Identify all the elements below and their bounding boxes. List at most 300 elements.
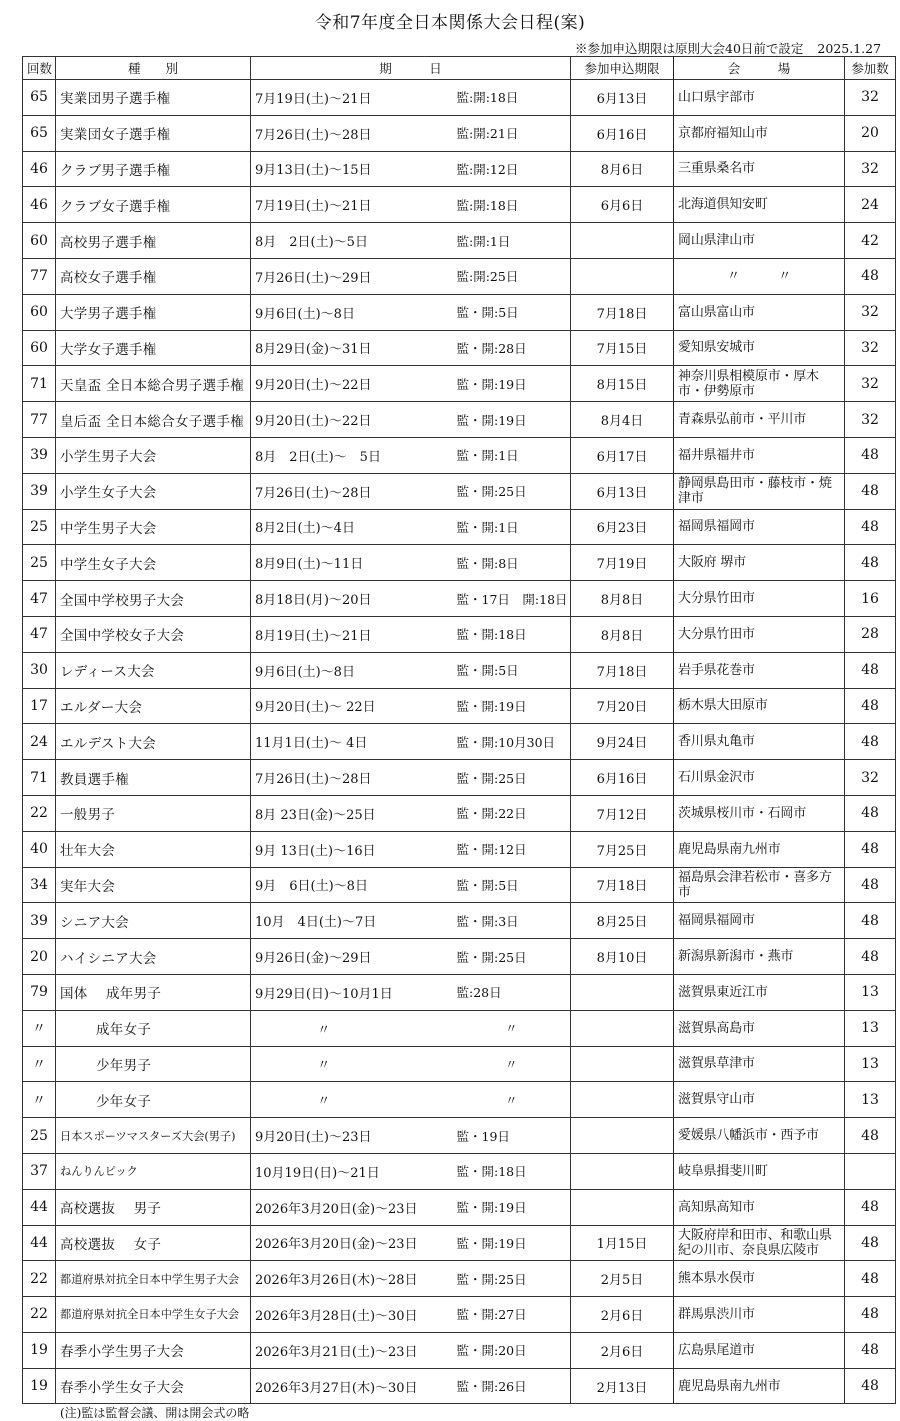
footnote: (注)監は監督会議、開は開会式の略 xyxy=(60,1406,250,1420)
cell-participants: 20 xyxy=(845,115,896,151)
cell-meeting: 監・開:19日 xyxy=(453,366,571,402)
cell-participants: 48 xyxy=(845,1297,896,1333)
header-venue: 会 場 xyxy=(674,57,845,80)
cell-deadline: 6月16日 xyxy=(571,115,674,151)
cell-no: 71 xyxy=(23,366,56,402)
cell-deadline: 2月6日 xyxy=(571,1332,674,1368)
cell-no: 44 xyxy=(23,1225,56,1261)
cell-participants: 48 xyxy=(845,437,896,473)
schedule-table xyxy=(22,56,896,1404)
cell-no: 30 xyxy=(23,652,56,688)
cell-meeting: 監・開:5日 xyxy=(453,652,571,688)
table-row xyxy=(23,258,896,294)
cell-event: 実業団女子選手権 xyxy=(56,115,251,151)
cell-event: 小学生男子大会 xyxy=(56,437,251,473)
cell-venue: 鹿児島県南九州市 xyxy=(674,831,845,867)
cell-no: 22 xyxy=(23,795,56,831)
cell-venue: 茨城県桜川市・石岡市 xyxy=(674,795,845,831)
table-row xyxy=(23,581,896,617)
cell-event: ハイシニア大会 xyxy=(56,939,251,975)
cell-no: 46 xyxy=(23,151,56,187)
cell-no: 22 xyxy=(23,1297,56,1333)
cell-meeting: 監・開:3日 xyxy=(453,903,571,939)
cell-meeting: 監・開:8日 xyxy=(453,545,571,581)
cell-venue: 岩手県花巻市 xyxy=(674,652,845,688)
cell-no: 25 xyxy=(23,545,56,581)
cell-meeting: 監・開:22日 xyxy=(453,795,571,831)
cell-no: 19 xyxy=(23,1368,56,1404)
cell-venue: 福島県会津若松市・喜多方市 xyxy=(674,867,845,903)
cell-meeting: 監・開:25日 xyxy=(453,473,571,509)
cell-meeting: 監・開:1日 xyxy=(453,437,571,473)
cell-venue: 北海道倶知安町 xyxy=(674,187,845,223)
cell-participants: 32 xyxy=(845,760,896,796)
cell-no: 〃 xyxy=(23,1046,56,1082)
cell-meeting: 監・開:28日 xyxy=(453,330,571,366)
cell-no: 77 xyxy=(23,258,56,294)
cell-deadline: 7月18日 xyxy=(571,652,674,688)
cell-dates: 2026年3月21日(土)～23日 xyxy=(251,1332,453,1368)
cell-venue: 広島県尾道市 xyxy=(674,1332,845,1368)
cell-event: 成年女子 xyxy=(56,1010,251,1046)
cell-dates: 9月20日(土)～23日 xyxy=(251,1118,453,1154)
cell-deadline: 6月16日 xyxy=(571,760,674,796)
cell-no: 39 xyxy=(23,437,56,473)
cell-no: 19 xyxy=(23,1332,56,1368)
table-row xyxy=(23,402,896,438)
cell-no: 25 xyxy=(23,1118,56,1154)
cell-meeting: 〃 xyxy=(453,1010,571,1046)
table-row xyxy=(23,1368,896,1404)
cell-meeting: 監:開:12日 xyxy=(453,151,571,187)
cell-event: 中学生女子大会 xyxy=(56,545,251,581)
cell-meeting: 監・開:19日 xyxy=(453,1225,571,1261)
cell-venue: 香川県丸亀市 xyxy=(674,724,845,760)
table-row xyxy=(23,974,896,1010)
cell-event: 天皇盃 全日本総合男子選手権 xyxy=(56,366,251,402)
schedule-body xyxy=(23,80,896,1404)
cell-deadline: 6月13日 xyxy=(571,473,674,509)
cell-dates: 10月19日(日)～21日 xyxy=(251,1153,453,1189)
table-row xyxy=(23,545,896,581)
cell-deadline: 6月6日 xyxy=(571,187,674,223)
cell-event: クラブ女子選手権 xyxy=(56,187,251,223)
cell-event: クラブ男子選手権 xyxy=(56,151,251,187)
cell-venue: 新潟県新潟市・燕市 xyxy=(674,939,845,975)
cell-no: 37 xyxy=(23,1153,56,1189)
table-row xyxy=(23,831,896,867)
page-title: 令和7年度全日本関係大会日程(案) xyxy=(314,13,586,33)
cell-dates: 8月 2日(土)～ 5日 xyxy=(251,437,453,473)
cell-dates: 2026年3月28日(土)～30日 xyxy=(251,1297,453,1333)
table-row xyxy=(23,115,896,151)
cell-event: 都道府県対抗全日本中学生男子大会 xyxy=(56,1261,251,1297)
cell-participants: 13 xyxy=(845,974,896,1010)
cell-deadline: 9月24日 xyxy=(571,724,674,760)
cell-deadline xyxy=(571,974,674,1010)
cell-dates: 9月6日(土)～8日 xyxy=(251,652,453,688)
cell-meeting: 監・開:5日 xyxy=(453,867,571,903)
table-row xyxy=(23,509,896,545)
cell-deadline: 1月15日 xyxy=(571,1225,674,1261)
cell-event: 都道府県対抗全日本中学生女子大会 xyxy=(56,1297,251,1333)
cell-venue: 三重県桑名市 xyxy=(674,151,845,187)
cell-venue: 福井県福井市 xyxy=(674,437,845,473)
cell-participants: 48 xyxy=(845,1332,896,1368)
cell-no: 17 xyxy=(23,688,56,724)
cell-participants: 24 xyxy=(845,187,896,223)
cell-meeting: 監・19日 xyxy=(453,1118,571,1154)
cell-dates: 7月19日(土)～21日 xyxy=(251,80,453,116)
cell-event: 中学生男子大会 xyxy=(56,509,251,545)
table-row xyxy=(23,1046,896,1082)
document-date: 2025.1.27 xyxy=(817,41,882,56)
cell-participants: 48 xyxy=(845,903,896,939)
cell-dates: 7月26日(土)～28日 xyxy=(251,760,453,796)
cell-dates: 7月26日(土)～29日 xyxy=(251,258,453,294)
cell-event: 壮年大会 xyxy=(56,831,251,867)
cell-venue: 熊本県水俣市 xyxy=(674,1261,845,1297)
cell-event: 全国中学校男子大会 xyxy=(56,581,251,617)
table-row xyxy=(23,1261,896,1297)
cell-dates: 9月26日(金)～29日 xyxy=(251,939,453,975)
table-row xyxy=(23,760,896,796)
cell-event: 高校選抜 男子 xyxy=(56,1189,251,1225)
cell-participants: 48 xyxy=(845,1261,896,1297)
cell-no: 39 xyxy=(23,903,56,939)
cell-dates: 9月 13日(土)～16日 xyxy=(251,831,453,867)
table-row xyxy=(23,1297,896,1333)
cell-meeting: 監・開:19日 xyxy=(453,1189,571,1225)
cell-no: 39 xyxy=(23,473,56,509)
cell-participants: 32 xyxy=(845,402,896,438)
cell-venue: 青森県弘前市・平川市 xyxy=(674,402,845,438)
cell-no: 20 xyxy=(23,939,56,975)
cell-event: シニア大会 xyxy=(56,903,251,939)
cell-participants: 32 xyxy=(845,330,896,366)
cell-deadline: 2月13日 xyxy=(571,1368,674,1404)
cell-participants: 16 xyxy=(845,581,896,617)
cell-venue: 静岡県島田市・藤枝市・焼津市 xyxy=(674,473,845,509)
cell-dates: 8月19日(土)～21日 xyxy=(251,616,453,652)
cell-meeting: 監・17日 開:18日 xyxy=(453,581,571,617)
table-row xyxy=(23,1225,896,1261)
table-row xyxy=(23,688,896,724)
table-row xyxy=(23,187,896,223)
cell-deadline: 6月13日 xyxy=(571,80,674,116)
cell-participants: 48 xyxy=(845,258,896,294)
cell-dates: 10月 4日(土)～7日 xyxy=(251,903,453,939)
table-row xyxy=(23,939,896,975)
cell-deadline: 7月18日 xyxy=(571,294,674,330)
cell-no: 60 xyxy=(23,223,56,259)
cell-venue: 岐阜県揖斐川町 xyxy=(674,1153,845,1189)
header-participants: 参加数 xyxy=(845,57,896,80)
cell-no: 34 xyxy=(23,867,56,903)
cell-meeting: 監・開:18日 xyxy=(453,1153,571,1189)
cell-dates: 8月 23日(金)～25日 xyxy=(251,795,453,831)
cell-participants: 32 xyxy=(845,80,896,116)
cell-event: 春季小学生女子大会 xyxy=(56,1368,251,1404)
cell-venue: 滋賀県守山市 xyxy=(674,1082,845,1118)
cell-dates: 〃 xyxy=(251,1010,453,1046)
table-row xyxy=(23,616,896,652)
cell-meeting: 監・開:1日 xyxy=(453,509,571,545)
cell-venue: 福岡県福岡市 xyxy=(674,509,845,545)
cell-meeting: 監・開:19日 xyxy=(453,688,571,724)
cell-participants: 48 xyxy=(845,1118,896,1154)
cell-participants: 48 xyxy=(845,688,896,724)
cell-meeting: 監:開:25日 xyxy=(453,258,571,294)
cell-participants: 32 xyxy=(845,151,896,187)
cell-venue: 滋賀県東近江市 xyxy=(674,974,845,1010)
cell-participants: 48 xyxy=(845,545,896,581)
cell-participants: 48 xyxy=(845,795,896,831)
cell-dates: 7月26日(土)～28日 xyxy=(251,115,453,151)
cell-deadline: 7月19日 xyxy=(571,545,674,581)
cell-dates: 8月18日(月)～20日 xyxy=(251,581,453,617)
cell-deadline: 7月18日 xyxy=(571,867,674,903)
table-row xyxy=(23,366,896,402)
cell-participants: 13 xyxy=(845,1082,896,1118)
cell-meeting: 監・開:25日 xyxy=(453,760,571,796)
cell-event: 実年大会 xyxy=(56,867,251,903)
cell-dates: 9月 6日(土)～8日 xyxy=(251,867,453,903)
cell-participants: 48 xyxy=(845,1368,896,1404)
cell-dates: 7月26日(土)～28日 xyxy=(251,473,453,509)
cell-venue: 大分県竹田市 xyxy=(674,616,845,652)
cell-meeting: 監:開:21日 xyxy=(453,115,571,151)
cell-dates: 8月29日(金)～31日 xyxy=(251,330,453,366)
cell-venue: 石川県金沢市 xyxy=(674,760,845,796)
cell-venue: 神奈川県相模原市・厚木市・伊勢原市 xyxy=(674,366,845,402)
cell-meeting: 監:開:1日 xyxy=(453,223,571,259)
table-row xyxy=(23,80,896,116)
cell-venue: 大阪府岸和田市、和歌山県紀の川市、奈良県広陵市 xyxy=(674,1225,845,1261)
cell-participants: 48 xyxy=(845,724,896,760)
cell-participants: 48 xyxy=(845,473,896,509)
cell-participants xyxy=(845,1153,896,1189)
note-text: ※参加申込期限は原則大会40日前で設定 xyxy=(575,41,804,56)
cell-no: 65 xyxy=(23,80,56,116)
table-row xyxy=(23,1118,896,1154)
table-row xyxy=(23,724,896,760)
cell-participants: 48 xyxy=(845,509,896,545)
table-row xyxy=(23,867,896,903)
cell-event: 実業団男子選手権 xyxy=(56,80,251,116)
cell-no: 77 xyxy=(23,402,56,438)
cell-event: 一般男子 xyxy=(56,795,251,831)
cell-dates: 9月29日(日)～10月1日 xyxy=(251,974,453,1010)
cell-event: 高校選抜 女子 xyxy=(56,1225,251,1261)
cell-no: 79 xyxy=(23,974,56,1010)
cell-no: 46 xyxy=(23,187,56,223)
cell-no: 〃 xyxy=(23,1010,56,1046)
cell-deadline: 8月8日 xyxy=(571,581,674,617)
cell-event: 少年男子 xyxy=(56,1046,251,1082)
cell-venue: 群馬県渋川市 xyxy=(674,1297,845,1333)
cell-deadline: 8月6日 xyxy=(571,151,674,187)
cell-venue: 愛知県安城市 xyxy=(674,330,845,366)
table-row xyxy=(23,1332,896,1368)
cell-meeting: 監・開:10月30日 xyxy=(453,724,571,760)
table-row xyxy=(23,1189,896,1225)
cell-venue: 福岡県福岡市 xyxy=(674,903,845,939)
cell-participants: 28 xyxy=(845,616,896,652)
cell-no: 25 xyxy=(23,509,56,545)
cell-event: 全国中学校女子大会 xyxy=(56,616,251,652)
cell-participants: 48 xyxy=(845,939,896,975)
cell-deadline xyxy=(571,258,674,294)
cell-no: 40 xyxy=(23,831,56,867)
cell-venue: 愛媛県八幡浜市・西予市 xyxy=(674,1118,845,1154)
table-row xyxy=(23,1153,896,1189)
cell-participants: 48 xyxy=(845,867,896,903)
cell-deadline: 8月25日 xyxy=(571,903,674,939)
cell-dates: 9月20日(土)～22日 xyxy=(251,402,453,438)
cell-event: レディース大会 xyxy=(56,652,251,688)
cell-event: ねんりんピック xyxy=(56,1153,251,1189)
cell-participants: 13 xyxy=(845,1010,896,1046)
cell-meeting: 監・開:12日 xyxy=(453,831,571,867)
cell-venue: 山口県宇部市 xyxy=(674,80,845,116)
cell-deadline: 7月25日 xyxy=(571,831,674,867)
cell-no: 22 xyxy=(23,1261,56,1297)
cell-dates: 9月6日(土)～8日 xyxy=(251,294,453,330)
cell-venue: 富山県富山市 xyxy=(674,294,845,330)
cell-participants: 42 xyxy=(845,223,896,259)
cell-participants: 48 xyxy=(845,831,896,867)
cell-no: 47 xyxy=(23,581,56,617)
cell-meeting: 監:開:18日 xyxy=(453,187,571,223)
cell-venue: 大分県竹田市 xyxy=(674,581,845,617)
table-row xyxy=(23,473,896,509)
cell-dates: 8月2日(土)～4日 xyxy=(251,509,453,545)
cell-dates: 8月9日(土)～11日 xyxy=(251,545,453,581)
header-dates: 期 日 xyxy=(251,57,571,80)
cell-deadline xyxy=(571,1153,674,1189)
cell-no: 24 xyxy=(23,724,56,760)
cell-no: 60 xyxy=(23,294,56,330)
cell-deadline xyxy=(571,1082,674,1118)
cell-dates: 2026年3月27日(木)～30日 xyxy=(251,1368,453,1404)
cell-meeting: 監・開:20日 xyxy=(453,1332,571,1368)
cell-event: 教員選手権 xyxy=(56,760,251,796)
cell-deadline: 7月12日 xyxy=(571,795,674,831)
table-row xyxy=(23,437,896,473)
table-row xyxy=(23,1010,896,1046)
cell-meeting: 監・開:19日 xyxy=(453,402,571,438)
cell-event: 小学生女子大会 xyxy=(56,473,251,509)
cell-meeting: 監:28日 xyxy=(453,974,571,1010)
cell-deadline: 8月8日 xyxy=(571,616,674,652)
cell-event: 高校女子選手権 xyxy=(56,258,251,294)
cell-event: 少年女子 xyxy=(56,1082,251,1118)
cell-dates: 9月20日(土)～22日 xyxy=(251,366,453,402)
cell-dates: 9月13日(土)～15日 xyxy=(251,151,453,187)
cell-no: 47 xyxy=(23,616,56,652)
cell-deadline xyxy=(571,1118,674,1154)
cell-deadline: 8月4日 xyxy=(571,402,674,438)
cell-dates: 〃 xyxy=(251,1046,453,1082)
cell-deadline xyxy=(571,1189,674,1225)
cell-event: 国体 成年男子 xyxy=(56,974,251,1010)
cell-dates: 7月19日(土)～21日 xyxy=(251,187,453,223)
cell-event: 春季小学生男子大会 xyxy=(56,1332,251,1368)
cell-no: 60 xyxy=(23,330,56,366)
cell-venue: 鹿児島県南九州市 xyxy=(674,1368,845,1404)
cell-venue: 高知県高知市 xyxy=(674,1189,845,1225)
cell-venue: 大阪府 堺市 xyxy=(674,545,845,581)
cell-meeting: 監・開:25日 xyxy=(453,939,571,975)
cell-deadline: 8月10日 xyxy=(571,939,674,975)
cell-deadline xyxy=(571,223,674,259)
cell-venue: 滋賀県高島市 xyxy=(674,1010,845,1046)
cell-deadline xyxy=(571,1010,674,1046)
cell-meeting: 〃 xyxy=(453,1082,571,1118)
cell-deadline: 7月20日 xyxy=(571,688,674,724)
cell-deadline: 2月5日 xyxy=(571,1261,674,1297)
cell-no: 〃 xyxy=(23,1082,56,1118)
header-event: 種 別 xyxy=(56,57,251,80)
cell-dates: 〃 xyxy=(251,1082,453,1118)
cell-event: エルデスト大会 xyxy=(56,724,251,760)
cell-no: 71 xyxy=(23,760,56,796)
cell-meeting: 監・開:18日 xyxy=(453,616,571,652)
cell-dates: 2026年3月20日(金)～23日 xyxy=(251,1225,453,1261)
cell-no: 44 xyxy=(23,1189,56,1225)
deadline-note xyxy=(575,39,881,57)
cell-venue: 栃木県大田原市 xyxy=(674,688,845,724)
cell-venue: 〃 〃 xyxy=(674,258,845,294)
table-row xyxy=(23,795,896,831)
header-row xyxy=(23,57,896,80)
cell-meeting: 監・開:25日 xyxy=(453,1261,571,1297)
cell-event: 高校男子選手権 xyxy=(56,223,251,259)
cell-meeting: 監:開:18日 xyxy=(453,80,571,116)
cell-event: 大学男子選手権 xyxy=(56,294,251,330)
cell-venue: 岡山県津山市 xyxy=(674,223,845,259)
cell-event: 日本スポーツマスターズ大会(男子) xyxy=(56,1118,251,1154)
header-deadline: 参加申込期限 xyxy=(571,57,674,80)
header-no: 回数 xyxy=(23,57,56,80)
cell-deadline xyxy=(571,1046,674,1082)
cell-deadline: 6月17日 xyxy=(571,437,674,473)
cell-no: 65 xyxy=(23,115,56,151)
cell-deadline: 6月23日 xyxy=(571,509,674,545)
cell-event: エルダー大会 xyxy=(56,688,251,724)
cell-dates: 11月1日(土)～ 4日 xyxy=(251,724,453,760)
cell-venue: 滋賀県草津市 xyxy=(674,1046,845,1082)
cell-deadline: 7月15日 xyxy=(571,330,674,366)
cell-meeting: 監・開:5日 xyxy=(453,294,571,330)
cell-event: 皇后盃 全日本総合女子選手権 xyxy=(56,402,251,438)
table-row xyxy=(23,330,896,366)
table-row xyxy=(23,652,896,688)
cell-dates: 8月 2日(土)～5日 xyxy=(251,223,453,259)
table-row xyxy=(23,151,896,187)
cell-venue: 京都府福知山市 xyxy=(674,115,845,151)
cell-participants: 48 xyxy=(845,1189,896,1225)
cell-dates: 9月20日(土)～ 22日 xyxy=(251,688,453,724)
cell-meeting: 監・開:27日 xyxy=(453,1297,571,1333)
table-row xyxy=(23,1082,896,1118)
cell-participants: 48 xyxy=(845,1225,896,1261)
cell-dates: 2026年3月26日(木)～28日 xyxy=(251,1261,453,1297)
table-row xyxy=(23,294,896,330)
cell-meeting: 〃 xyxy=(453,1046,571,1082)
cell-participants: 32 xyxy=(845,366,896,402)
